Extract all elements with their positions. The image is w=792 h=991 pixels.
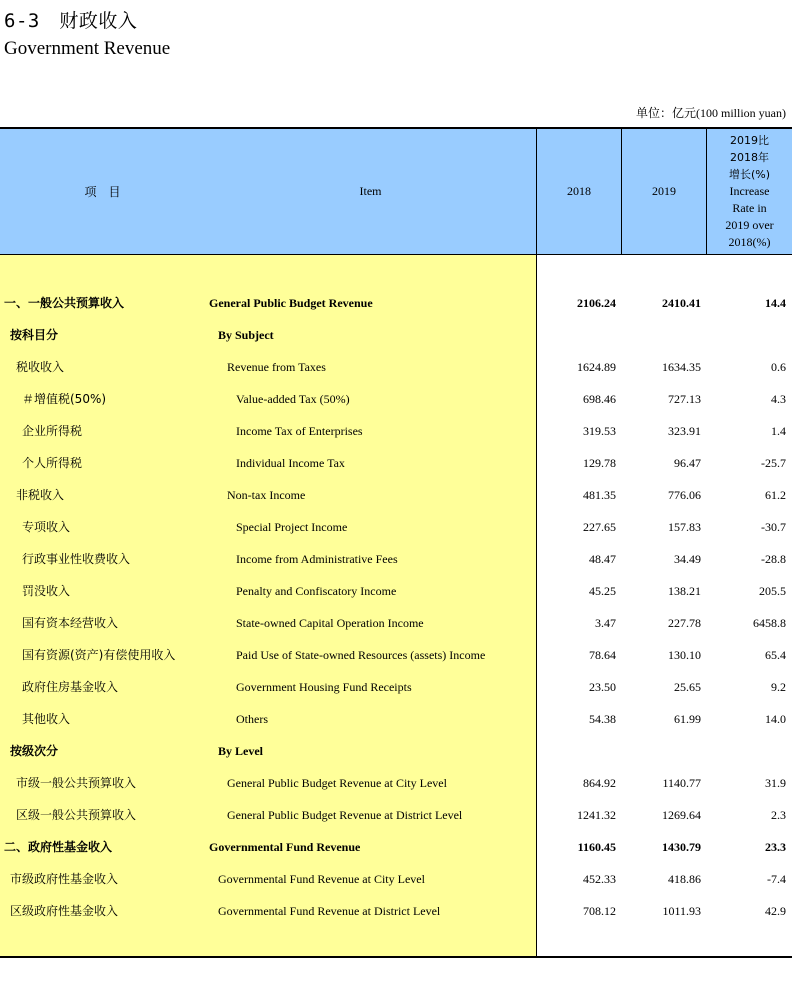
row-label-en: Governmental Fund Revenue at City Level: [218, 872, 425, 886]
page-title-en: Government Revenue: [4, 38, 171, 59]
header-rate-line: 2019 over: [725, 218, 774, 232]
header-item-en: Item: [359, 184, 382, 198]
page-title-cn: 6-3 财政收入: [4, 10, 138, 32]
header-rate-line: 2018(%): [728, 235, 771, 249]
value-rate: 205.5: [759, 584, 786, 598]
value-2019: 2410.41: [662, 296, 701, 310]
row-label-cn: 税收收入: [16, 360, 65, 374]
table-row: [0, 351, 792, 383]
header-rate-line: 2018年: [729, 151, 769, 164]
value-2018: 78.64: [589, 648, 616, 662]
value-2018: 45.25: [589, 584, 616, 598]
table-row: [0, 575, 792, 607]
value-2018: 129.78: [583, 456, 616, 470]
row-label-en: State-owned Capital Operation Income: [236, 616, 424, 630]
table-row: [0, 863, 792, 895]
value-2019: 157.83: [668, 520, 701, 534]
value-2019: 1140.77: [662, 776, 701, 790]
value-rate: 61.2: [765, 488, 786, 502]
row-label-cn: ＃增值税(50%): [22, 392, 107, 406]
value-2018: 48.47: [589, 552, 616, 566]
row-label-cn: 罚没收入: [22, 584, 71, 598]
value-rate: 1.4: [771, 424, 786, 438]
value-2018: 698.46: [583, 392, 616, 406]
row-label-en: Special Project Income: [236, 520, 348, 534]
row-label-cn: 市级一般公共预算收入: [16, 776, 137, 790]
value-rate: -25.7: [761, 456, 786, 470]
value-rate: -30.7: [761, 520, 786, 534]
row-label-en: By Subject: [218, 328, 274, 342]
row-label-en: By Level: [218, 744, 263, 758]
table-row: [0, 415, 792, 447]
row-label-cn: 国有资源(资产)有偿使用收入: [22, 648, 176, 662]
table-row: [0, 895, 792, 927]
table-row: [0, 639, 792, 671]
value-2019: 727.13: [668, 392, 701, 406]
value-rate: 14.4: [765, 296, 786, 310]
value-2018: 23.50: [589, 680, 616, 694]
row-label-en: Non-tax Income: [227, 488, 306, 502]
row-label-en: Value-added Tax (50%): [236, 392, 350, 406]
row-label-cn: 其他收入: [22, 712, 71, 726]
value-2019: 1011.93: [662, 904, 701, 918]
header-2019: 2019: [652, 184, 676, 198]
value-2019: 418.86: [668, 872, 701, 886]
header-rate-line: Increase: [729, 184, 770, 198]
row-label-cn: 一、一般公共预算收入: [4, 296, 125, 310]
row-label-en: General Public Budget Revenue at District Level: [227, 808, 463, 822]
value-2018: 319.53: [583, 424, 616, 438]
table-row: [0, 703, 792, 735]
table-row: [0, 607, 792, 639]
row-label-cn: 非税收入: [16, 488, 65, 502]
table-row: [0, 319, 792, 351]
row-label-en: Others: [236, 712, 268, 726]
value-2018: 1160.45: [577, 840, 616, 854]
table-row: [0, 447, 792, 479]
value-rate: -7.4: [767, 872, 786, 886]
value-rate: 9.2: [771, 680, 786, 694]
value-2019: 130.10: [668, 648, 701, 662]
value-2019: 323.91: [668, 424, 701, 438]
row-label-en: Income from Administrative Fees: [236, 552, 398, 566]
value-2018: 708.12: [583, 904, 616, 918]
value-2018: 452.33: [583, 872, 616, 886]
row-label-en: Government Housing Fund Receipts: [236, 680, 412, 694]
row-label-en: Income Tax of Enterprises: [236, 424, 363, 438]
row-label-cn: 政府住房基金收入: [22, 680, 119, 694]
header-rate-line: 2019比: [729, 134, 769, 147]
value-2018: 54.38: [589, 712, 616, 726]
row-label-en: General Public Budget Revenue at City Level: [227, 776, 447, 790]
value-rate: 23.3: [765, 840, 786, 854]
value-2019: 227.78: [668, 616, 701, 630]
table-bottom-rule: [0, 956, 792, 958]
table-row: [0, 543, 792, 575]
value-2019: 1269.64: [662, 808, 701, 822]
value-rate: 6458.8: [753, 616, 786, 630]
value-2018: 3.47: [595, 616, 616, 630]
table-row: [0, 479, 792, 511]
table-row: [0, 671, 792, 703]
row-label-cn: 行政事业性收费收入: [22, 552, 131, 566]
header-rate-line: Rate in: [732, 201, 767, 215]
value-rate: 0.6: [771, 360, 786, 374]
value-2019: 138.21: [668, 584, 701, 598]
value-2019: 34.49: [674, 552, 701, 566]
row-label-cn: 个人所得税: [22, 456, 83, 470]
table-row: [0, 287, 792, 319]
value-rate: 4.3: [771, 392, 786, 406]
row-label-en: Individual Income Tax: [236, 456, 345, 470]
table-row: [0, 383, 792, 415]
row-label-cn: 按科目分: [10, 328, 59, 342]
row-label-cn: 按级次分: [10, 744, 59, 758]
row-label-cn: 国有资本经营收入: [22, 616, 119, 630]
header-rate-line: 增长(%): [728, 168, 771, 181]
table-row: [0, 767, 792, 799]
value-2019: 61.99: [674, 712, 701, 726]
row-label-en: Governmental Fund Revenue: [209, 840, 361, 854]
value-2019: 1634.35: [662, 360, 701, 374]
value-rate: 42.9: [765, 904, 786, 918]
header-item-cn: 项 目: [84, 185, 121, 199]
value-2018: 2106.24: [577, 296, 616, 310]
table-row: [0, 799, 792, 831]
header-rate: [707, 128, 792, 255]
value-rate: 2.3: [771, 808, 786, 822]
table-row: [0, 511, 792, 543]
row-label-cn: 区级一般公共预算收入: [16, 808, 137, 822]
value-2019: 25.65: [674, 680, 701, 694]
row-label-cn: 市级政府性基金收入: [10, 872, 119, 886]
row-label-en: Paid Use of State-owned Resources (assets) Income: [236, 648, 486, 662]
value-2018: 481.35: [583, 488, 616, 502]
row-label-cn: 区级政府性基金收入: [10, 904, 119, 918]
row-label-cn: 企业所得税: [22, 424, 83, 438]
row-label-en: General Public Budget Revenue: [209, 296, 373, 310]
row-label-en: Governmental Fund Revenue at District Level: [218, 904, 441, 918]
value-2018: 227.65: [583, 520, 616, 534]
value-2019: 1430.79: [662, 840, 701, 854]
value-2018: 1624.89: [577, 360, 616, 374]
table-row: [0, 735, 792, 767]
value-rate: 14.0: [765, 712, 786, 726]
value-2019: 776.06: [668, 488, 701, 502]
table-row: [0, 831, 792, 863]
value-2018: 1241.32: [577, 808, 616, 822]
value-2018: 864.92: [583, 776, 616, 790]
value-2019: 96.47: [674, 456, 701, 470]
row-label-en: Penalty and Confiscatory Income: [236, 584, 397, 598]
row-label-en: Revenue from Taxes: [227, 360, 326, 374]
value-rate: 65.4: [765, 648, 786, 662]
value-rate: 31.9: [765, 776, 786, 790]
row-label-cn: 专项收入: [22, 520, 71, 534]
value-rate: -28.8: [761, 552, 786, 566]
row-label-cn: 二、政府性基金收入: [4, 840, 113, 854]
unit-label: 单位：亿元(100 million yuan): [636, 106, 786, 120]
header-2018: 2018: [567, 184, 591, 198]
